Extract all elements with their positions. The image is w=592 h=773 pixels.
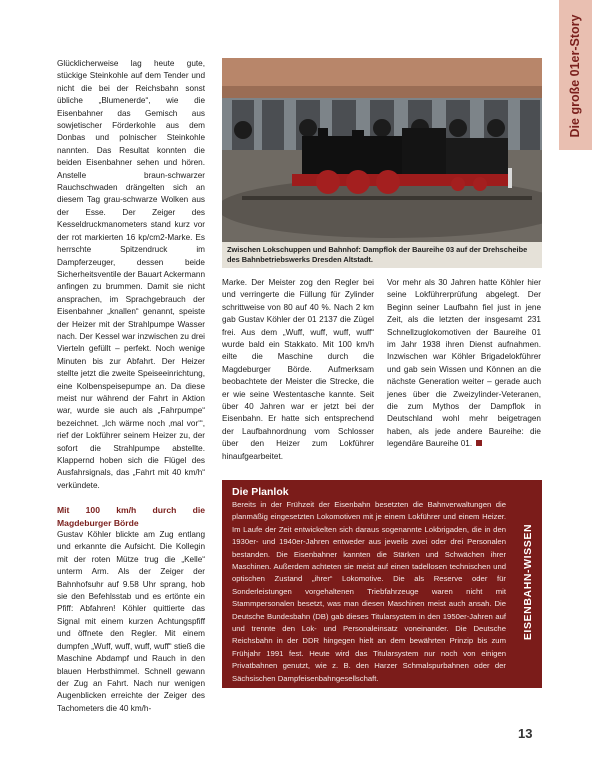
paragraph: Vor mehr als 30 Jahren hatte Köhler hier seine Lokführerprüfung abgelegt. Der Beginn seiner Laufbahn fiel just in jene Zeit, als die letzten der insgesamt 231 Schnellzuglokomotiven der Baureihe 01 im Jahr 1938 ihren Dienst aufnahmen. Inzwischen war Köhler Brigadelokführer und gab sein Wissen und Können an die nächste Generation weiter – gerade auch jenes über die Zweizylinder-Veteranen, die zum Mythos der Dampflok in Deutschland wohl mehr beigetragen haben, als jede andere Baureihe: die legendäre Baureihe 01. xyxy=(387,278,541,449)
paragraph: Glücklicherweise lag heute gute, stückige Steinkohle auf dem Tender und nicht die bei der Reichsbahn sonst übliche „Blumenerde“, wie die Eisenbahner das Gemisch aus sowjetischer Förderkohle aus dem Donbas und polnischer Steinkohle nannten. Das Resultat konnten die beiden Eisenbahner sehen und hören. Anstelle braun-schwarzer Rauchschwaden drängelten sich an diesem Tag grau-schwarze Wolken aus der Esse. Der Zeiger des Kesseldruckmanometers stand kurz vor der rot markierten 16 kp/cm2-Marke. Es herrschte Spitzendruck im Dampferzeuger, dessen beide Sicherheitsventile der Bauart Ackermann anfingen zu brummen. Damit sie nicht ansprachen, im Sprachgebrauch der Eisenbahner „knallen“ genannt, speiste der Heizer mit der Strahlpumpe Wasser nach. Der Kessel war inzwischen zu drei Vierteln gefüllt – perfekt. Noch wenige Minuten bis zur Abfahrt. Der Heizer stellte jetzt die zweite Speiseeinrichtung, eine Kolbenspeisepumpe an. Da diese meist nur während der Fahrt in Aktion war, wurde sie auch als „Fahrpumpe“ bezeichnet. „Ich wärme noch ‚mal vor‘“, rief der Lokführer seinem Heizer zu, der sofort die Strahlpumpe abstellte. Klappernd hoben sich die Flügel des Ausfahrsignals, das „Fahrt mit 40 km/h“ verkündete. xyxy=(57,59,205,490)
text-column-2 xyxy=(222,277,374,463)
page-number: 13 xyxy=(518,726,533,741)
paragraph: Gustav Köhler blickte am Zug entlang und erkannte die Aufsicht. Die Kollegin mit der roten Mütze trug die „Kelle“ unterm Arm. Als der Zeiger der Bahnhofsuhr auf 9.58 Uhr sprang, hob sie den Befehlsstab und es ertönte ein Pfiff: Abfahren! Köhler quittierte das Signal mit einem kurzen Achtungspfiff und öffnete den Regler. Mit einem dumpfen „Wuff, wuff, wuff, wuff“ stieß die Maschine Abdampf und Rauch in den blauen Herbsthimmel. Schnell gewann der Zug an Fahrt. Nach nur wenigen Augenblicken erreichte der Zeiger des Tachometers die 40 km/h- xyxy=(57,530,205,713)
info-box-category-label: EISENBAHN-WISSEN xyxy=(522,523,534,641)
info-box-title: Die Planlok xyxy=(232,486,289,498)
locomotive-photo xyxy=(222,58,542,242)
info-box xyxy=(222,480,542,688)
text-column-3 xyxy=(387,277,541,451)
photo-caption: Zwischen Lokschuppen und Bahnhof: Dampflok der Baureihe 03 auf der Drehscheibe des Bahnbetriebswerks Dresden Altstadt. xyxy=(222,242,542,268)
info-box-text: Bereits in der Frühzeit der Eisenbahn besetzten die Bahnverwaltungen die planmäßig eingesetzten Lokomotiven mit je einem Lokführer und einem Heizer. Im Laufe der Zeit entwickelten sich daraus sogenannte Lokbrigaden, die in den 1930er- und 1940er-Jahren entweder aus jeweils zwei oder drei Personalen bestanden. Die Eisenbahner kannten die Stärken und Schwächen ihrer Maschinen. Außerdem achteten sie meist auf einen tadellosen technischen und optischen Zustand „ihrer“ Lokomotive. Die als Reserve oder für Sonderleistungen vorgehaltenen Triebfahrzeuge waren nicht mit Stammpersonalen besetzt, was man diesen Maschinen meist auch ansah. Die Deutsche Bundesbahn (DB) gab dieses Titularsystem in den 1950er-Jahren auf und trennte den Lok- und Personaleinsatz voneinander. Die Deutsche Reichsbahn in der DDR hingegen hielt an dem bewährten Prinzip bis zum Frühjahr 1991 fest. Heute wird das Titularsystem nur noch von einigen Privatbahnen genutzt, wie z. B. den Harzer Schmalspurbahnen oder der Sächsischen Dampfeisenbahngesellschaft. xyxy=(232,500,506,683)
photo-steam-locomotive-icon xyxy=(222,58,542,242)
end-mark-icon xyxy=(476,440,482,446)
section-tab xyxy=(559,0,592,150)
text-column-1 xyxy=(57,58,205,715)
paragraph: Marke. Der Meister zog den Regler bei und verringerte die Füllung für Zylinder schrittweise von 80 auf 40 %. Nach 2 km gab Gustav Köhler der 01 2137 die Zügel frei. Aus dem „Wuff, wuff, wuff, wuff“ wurde bald ein Stakkato. Mit 100 km/h eilte die Maschine durch die Magdeburger Börde. Aufmerksam beobachtete der Meister die Strecke, die er wie seine Westentasche kannte. Seit über 40 Jahren war er jetzt bei der Eisenbahn. Er hatte sich entsprechend der Laufbahnordnung vom Schlosser über den Heizer zum Lokführer hinaufgearbeitet. xyxy=(222,278,374,461)
section-tab-label: Die große 01er-Story xyxy=(568,14,582,138)
subheading: Mit 100 km/h durch die Magdeburger Börde xyxy=(57,505,205,528)
